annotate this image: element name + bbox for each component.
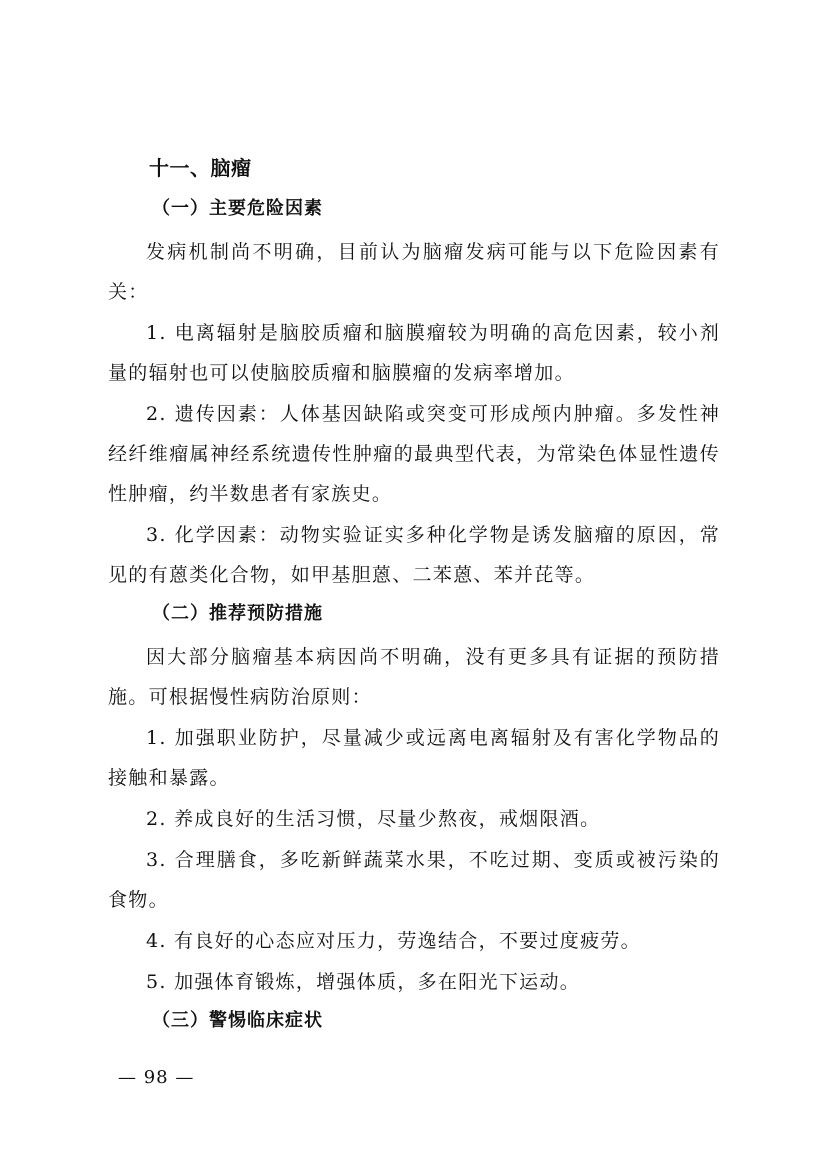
page-number: — 98 — [118,1067,195,1088]
subsection-title-symptoms: （三）警惕临床症状 [152,1010,323,1031]
prevention-item: 2. 养成良好的生活习惯，尽量少熬夜，戒烟限酒。 [146,808,601,830]
subsection-title-prevention: （二）推荐预防措施 [152,603,323,624]
document-body [108,150,720,1044]
subsection-title-risk-factors: （一）主要危险因素 [152,198,323,219]
prevention-item: 1. 加强职业防护，尽量减少或远离电离辐射及有害化学物品的接触和暴露。 [108,727,720,789]
risk-factor-item: 2. 遗传因素：人体基因缺陷或突变可形成颅内肿瘤。多发性神经纤维瘤属神经系统遗传性肿瘤的最典型代表，为常染色体显性遗传性肿瘤，约半数患者有家族史。 [108,403,720,505]
prevention-item: 3. 合理膳食，多吃新鲜蔬菜水果，不吃过期、变质或被污染的食物。 [108,849,720,911]
risk-factor-item: 3. 化学因素：动物实验证实多种化学物是诱发脑瘤的原因，常见的有蒽类化合物，如甲基胆蒽、二苯蒽、苯并芘等。 [108,524,720,586]
prevention-intro: 因大部分脑瘤基本病因尚不明确，没有更多具有证据的预防措施。可根据慢性病防治原则： [108,646,720,708]
section-title: 十一、脑瘤 [149,156,252,180]
risk-factor-item: 1. 电离辐射是脑胶质瘤和脑膜瘤较为明确的高危因素，较小剂量的辐射也可以使脑胶质瘤和脑膜瘤的发病率增加。 [108,322,720,384]
prevention-item: 5. 加强体育锻炼，增强体质，多在阳光下运动。 [146,971,581,993]
risk-factors-intro: 发病机制尚不明确，目前认为脑瘤发病可能与以下危险因素有关： [108,241,720,303]
prevention-item: 4. 有良好的心态应对压力，劳逸结合，不要过度疲劳。 [146,930,641,952]
